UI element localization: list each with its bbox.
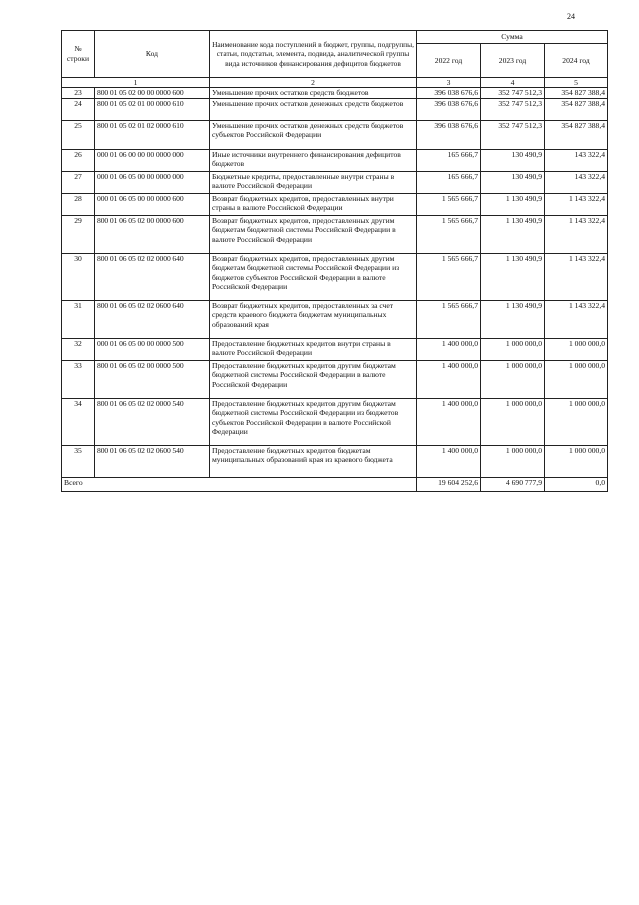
row-value-2022: 396 038 676,6 — [417, 98, 481, 120]
row-value-2023: 352 747 512,3 — [481, 98, 545, 120]
total-2024: 0,0 — [545, 477, 608, 491]
row-name: Бюджетные кредиты, предоставленные внутри страны в валюте Российской Федерации — [210, 171, 417, 193]
row-code: 800 01 06 05 02 02 0000 540 — [95, 398, 210, 445]
row-number: 35 — [62, 445, 95, 477]
header-year-2024: 2024 год — [545, 44, 608, 78]
row-value-2022: 1 400 000,0 — [417, 445, 481, 477]
row-value-2023: 1 130 490,9 — [481, 253, 545, 300]
header-code: Код — [95, 31, 210, 78]
row-value-2024: 143 322,4 — [545, 171, 608, 193]
header-name: Наименование кода поступлений в бюджет, группы, подгруппы, статьи, подстатьи, элемента, подвида, аналитической группы вида источников финансирования дефицитов бюджетов — [210, 31, 417, 78]
row-value-2024: 354 827 388,4 — [545, 120, 608, 149]
table-row — [62, 193, 608, 215]
row-value-2024: 1 000 000,0 — [545, 338, 608, 360]
row-value-2022: 165 666,7 — [417, 171, 481, 193]
table-row — [62, 120, 608, 149]
table-row — [62, 171, 608, 193]
row-code: 000 01 06 00 00 00 0000 000 — [95, 149, 210, 171]
row-code: 800 01 06 05 02 02 0600 540 — [95, 445, 210, 477]
row-number: 30 — [62, 253, 95, 300]
row-code: 000 01 06 05 00 00 0000 000 — [95, 171, 210, 193]
row-name: Предоставление бюджетных кредитов внутри страны в валюте Российской Федерации — [210, 338, 417, 360]
row-value-2023: 1 000 000,0 — [481, 360, 545, 398]
row-value-2024: 1 000 000,0 — [545, 445, 608, 477]
row-number: 24 — [62, 98, 95, 120]
table-row — [62, 149, 608, 171]
row-number: 23 — [62, 88, 95, 99]
column-index: 5 — [545, 78, 608, 88]
row-name: Предоставление бюджетных кредитов бюджетам муниципальных образований края из краевого бюджета — [210, 445, 417, 477]
row-code: 000 01 06 05 00 00 0000 500 — [95, 338, 210, 360]
row-name: Возврат бюджетных кредитов, предоставленных внутри страны в валюте Российской Федерации — [210, 193, 417, 215]
column-index: 4 — [481, 78, 545, 88]
row-value-2022: 1 565 666,7 — [417, 215, 481, 253]
row-value-2024: 1 143 322,4 — [545, 300, 608, 338]
row-code: 800 01 06 05 02 02 0600 640 — [95, 300, 210, 338]
row-value-2024: 143 322,4 — [545, 149, 608, 171]
row-code: 800 01 05 02 00 00 0000 600 — [95, 88, 210, 99]
row-number: 34 — [62, 398, 95, 445]
row-name: Уменьшение прочих остатков денежных средств бюджетов субъектов Российской Федерации — [210, 120, 417, 149]
row-name: Уменьшение прочих остатков денежных средств бюджетов — [210, 98, 417, 120]
row-code: 800 01 06 05 02 00 0000 500 — [95, 360, 210, 398]
column-index: 2 — [210, 78, 417, 88]
table-row — [62, 398, 608, 445]
row-name: Уменьшение прочих остатков средств бюджетов — [210, 88, 417, 99]
row-value-2022: 1 565 666,7 — [417, 253, 481, 300]
table-row — [62, 360, 608, 398]
row-value-2022: 396 038 676,6 — [417, 88, 481, 99]
header-sum: Сумма — [417, 31, 608, 44]
row-value-2024: 1 143 322,4 — [545, 193, 608, 215]
row-value-2023: 130 490,9 — [481, 149, 545, 171]
header-row-number: № строки — [62, 31, 95, 78]
column-index: 1 — [62, 78, 210, 88]
row-code: 800 01 06 05 02 00 0000 600 — [95, 215, 210, 253]
table-row — [62, 445, 608, 477]
table-row — [62, 98, 608, 120]
total-label: Всего — [62, 477, 417, 491]
row-value-2023: 1 130 490,9 — [481, 215, 545, 253]
row-value-2022: 1 400 000,0 — [417, 338, 481, 360]
row-code: 800 01 05 02 01 00 0000 610 — [95, 98, 210, 120]
row-value-2022: 1 565 666,7 — [417, 193, 481, 215]
row-value-2024: 1 000 000,0 — [545, 360, 608, 398]
row-value-2024: 1 000 000,0 — [545, 398, 608, 445]
row-value-2023: 352 747 512,3 — [481, 88, 545, 99]
row-name: Иные источники внутреннего финансирования дефицитов бюджетов — [210, 149, 417, 171]
page-number: 24 — [567, 12, 575, 21]
budget-sources-table — [61, 30, 608, 492]
row-value-2023: 130 490,9 — [481, 171, 545, 193]
row-name: Предоставление бюджетных кредитов другим бюджетам бюджетной системы Российской Федерации из бюджетов субъектов Российской Федерации в валюте Российской Федерации — [210, 398, 417, 445]
row-number: 33 — [62, 360, 95, 398]
row-code: 000 01 06 05 00 00 0000 600 — [95, 193, 210, 215]
row-number: 32 — [62, 338, 95, 360]
row-number: 28 — [62, 193, 95, 215]
row-value-2024: 354 827 388,4 — [545, 88, 608, 99]
row-value-2023: 1 000 000,0 — [481, 398, 545, 445]
table-row — [62, 88, 608, 99]
row-value-2022: 165 666,7 — [417, 149, 481, 171]
row-number: 26 — [62, 149, 95, 171]
table-row — [62, 338, 608, 360]
row-value-2023: 1 130 490,9 — [481, 300, 545, 338]
row-name: Возврат бюджетных кредитов, предоставленных другим бюджетам бюджетной системы Российской Федерации в валюте Российской Федерации — [210, 215, 417, 253]
column-index: 3 — [417, 78, 481, 88]
row-number: 31 — [62, 300, 95, 338]
row-code: 800 01 06 05 02 02 0000 640 — [95, 253, 210, 300]
header-year-2022: 2022 год — [417, 44, 481, 78]
table-row — [62, 300, 608, 338]
row-value-2024: 354 827 388,4 — [545, 98, 608, 120]
total-2022: 19 604 252,6 — [417, 477, 481, 491]
header-year-2023: 2023 год — [481, 44, 545, 78]
row-value-2022: 1 400 000,0 — [417, 398, 481, 445]
total-2023: 4 690 777,9 — [481, 477, 545, 491]
row-name: Возврат бюджетных кредитов, предоставленных другим бюджетам бюджетной системы Российской Федерации из бюджетов субъектов Российской Федерации в валюте Российской Федерации — [210, 253, 417, 300]
row-value-2022: 1 400 000,0 — [417, 360, 481, 398]
row-value-2024: 1 143 322,4 — [545, 215, 608, 253]
table-row — [62, 253, 608, 300]
table-row — [62, 215, 608, 253]
row-value-2023: 1 000 000,0 — [481, 445, 545, 477]
row-number: 29 — [62, 215, 95, 253]
row-name: Возврат бюджетных кредитов, предоставленных за счет средств краевого бюджета бюджетам муниципальных образований края — [210, 300, 417, 338]
row-value-2023: 1 130 490,9 — [481, 193, 545, 215]
row-number: 27 — [62, 171, 95, 193]
row-value-2023: 352 747 512,3 — [481, 120, 545, 149]
row-code: 800 01 05 02 01 02 0000 610 — [95, 120, 210, 149]
row-value-2022: 1 565 666,7 — [417, 300, 481, 338]
row-name: Предоставление бюджетных кредитов другим бюджетам бюджетной системы Российской Федерации в валюте Российской Федерации — [210, 360, 417, 398]
row-value-2022: 396 038 676,6 — [417, 120, 481, 149]
row-number: 25 — [62, 120, 95, 149]
row-value-2023: 1 000 000,0 — [481, 338, 545, 360]
row-value-2024: 1 143 322,4 — [545, 253, 608, 300]
